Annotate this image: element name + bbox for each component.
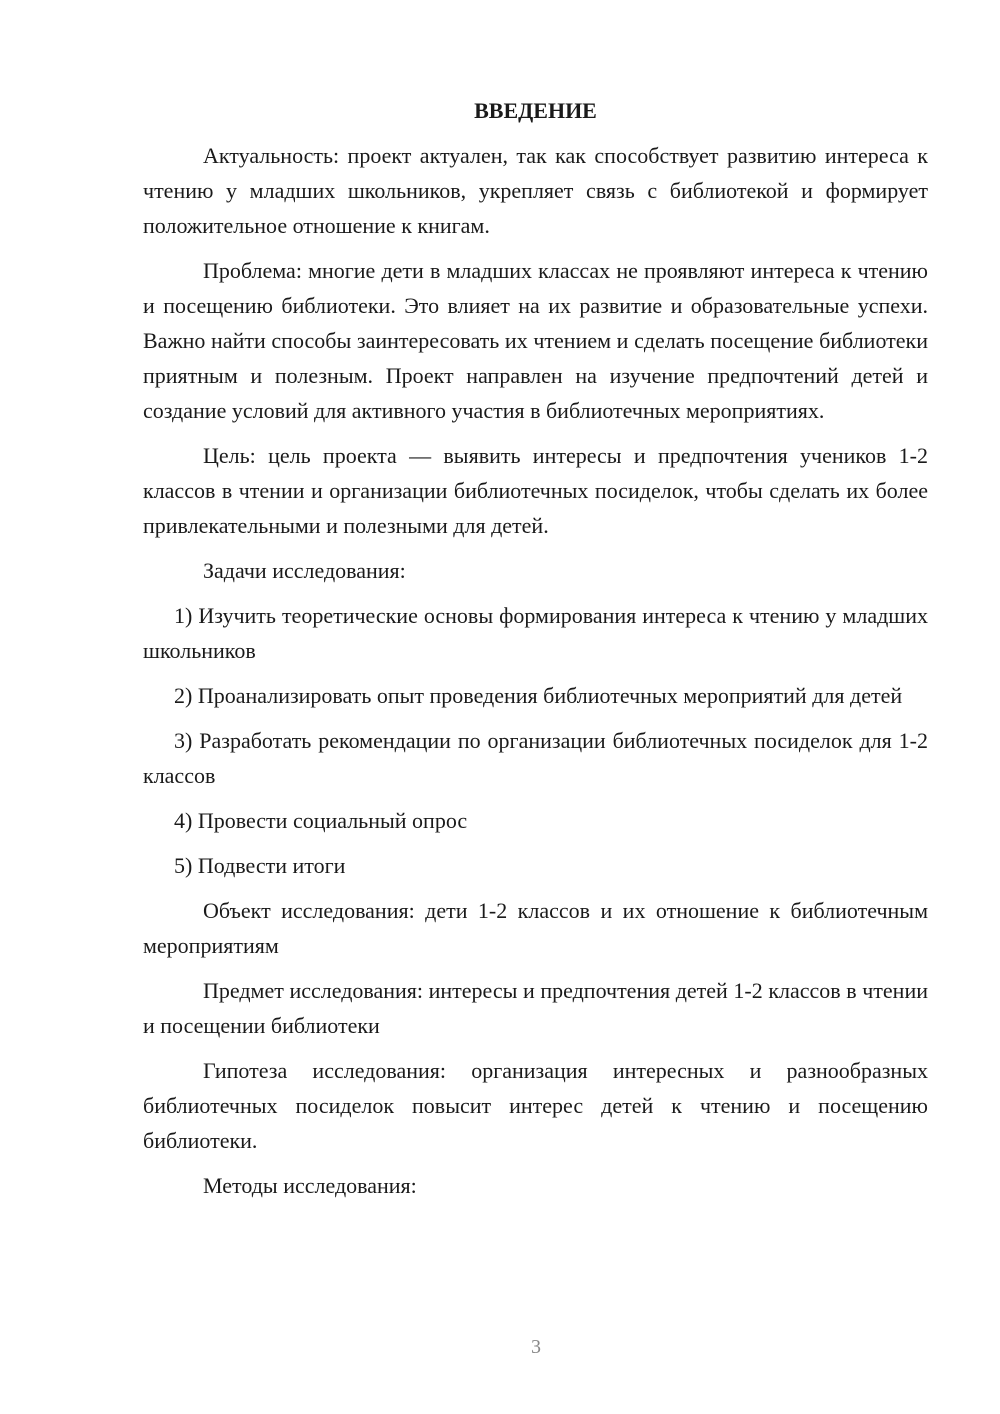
- page-content: [143, 96, 928, 1213]
- methods-heading: Методы исследования:: [203, 1173, 417, 1198]
- tasks-list: [143, 598, 928, 883]
- subject-paragraph: Предмет исследования: интересы и предпочтения детей 1-2 классов в чтении и посещении библиотеки: [143, 978, 928, 1038]
- problem-paragraph: Проблема: многие дети в младших классах не проявляют интереса к чтению и посещению библиотеки. Это влияет на их развитие и образовательные успехи. Важно найти способы заинтересовать их чтением и сделать посещение библиотеки приятным и полезным. Проект направлен на изучение предпочтений детей и создание условий для активного участия в библиотечных мероприятиях.: [143, 258, 928, 423]
- task-item: 1) Изучить теоретические основы формирования интереса к чтению у младших школьников: [143, 603, 928, 663]
- relevance-paragraph: Актуальность: проект актуален, так как способствует развитию интереса к чтению у младших школьников, укрепляет связь с библиотекой и формирует положительное отношение к книгам.: [143, 143, 928, 238]
- goal-paragraph: Цель: цель проекта — выявить интересы и предпочтения учеников 1-2 классов в чтении и организации библиотечных посиделок, чтобы сделать их более привлекательными и полезными для детей.: [143, 443, 928, 538]
- page-number: 3: [531, 1336, 541, 1358]
- task-item: 2) Проанализировать опыт проведения библиотечных мероприятий для детей: [174, 683, 903, 708]
- task-item: 5) Подвести итоги: [174, 853, 346, 878]
- task-item: 4) Провести социальный опрос: [174, 808, 468, 833]
- object-paragraph: Объект исследования: дети 1-2 классов и их отношение к библиотечным мероприятиям: [143, 898, 928, 958]
- hypothesis-paragraph: Гипотеза исследования: организация интересных и разнообразных библиотечных посиделок повысит интерес детей к чтению и посещению библиотеки.: [143, 1058, 928, 1153]
- page-title: ВВЕДЕНИЕ: [474, 98, 597, 123]
- tasks-heading: Задачи исследования:: [203, 558, 406, 583]
- task-item: 3) Разработать рекомендации по организации библиотечных посиделок для 1-2 классов: [143, 728, 928, 788]
